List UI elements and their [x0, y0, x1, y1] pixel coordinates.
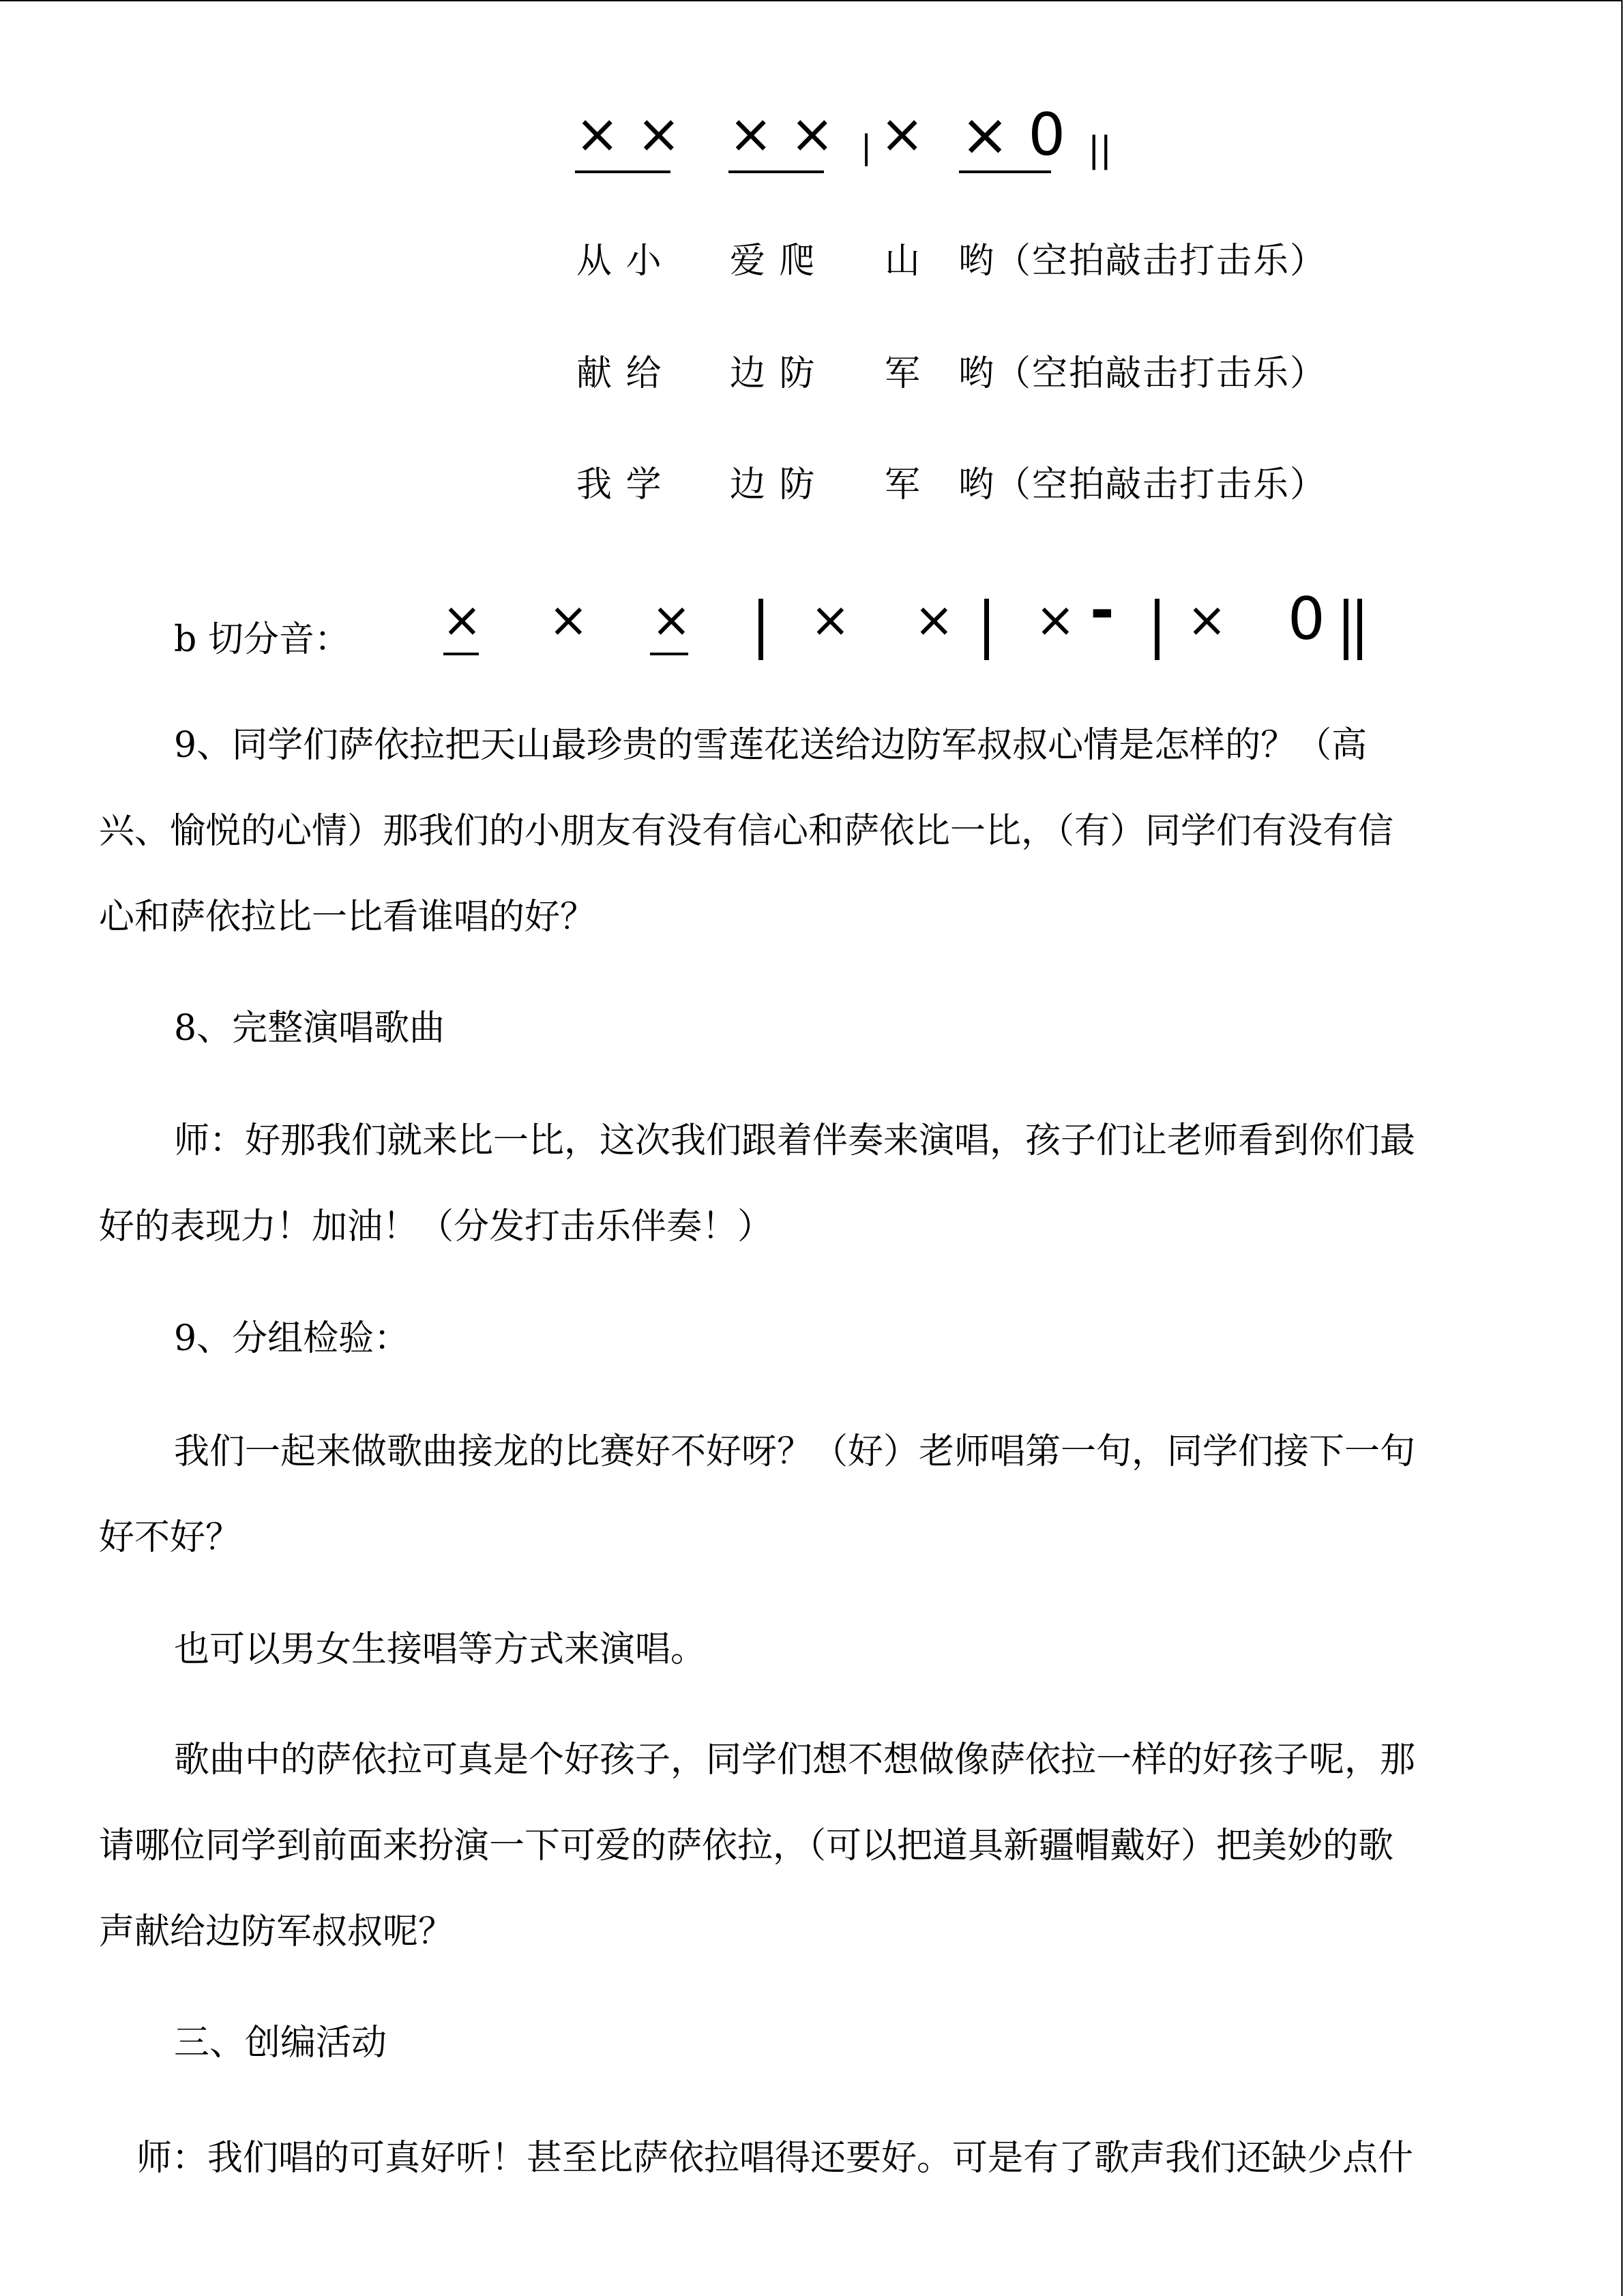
paragraph-role-play [99, 1717, 1524, 1975]
paragraph-song-relay [99, 1409, 1524, 1581]
rest-zero: 0 [1288, 585, 1325, 653]
lyric-word: 哟（空拍敲击打击乐） [958, 353, 1327, 394]
text-line: 也可以男女生接唱等方式来演唱。 [174, 1629, 707, 1670]
text-line: 师：我们唱的可真好听！甚至比萨依拉唱得还要好。可是有了歌声我们还缺少点什 [136, 2138, 1414, 2179]
rhythm-note: × [880, 104, 925, 165]
lyric-word: 爱 爬 [730, 241, 816, 282]
rhythm-note-group: × 0 [960, 101, 1066, 169]
rhythm-note: × [1187, 592, 1227, 648]
text-line: 9、同学们萨依拉把天山最珍贵的雪莲花送给边防军叔叔心情是怎样的？（高 [174, 725, 1368, 766]
text-line: 声献给边防军叔叔呢？ [99, 1911, 454, 1952]
rhythm-note: × [914, 592, 954, 648]
double-bar-line [1357, 599, 1362, 660]
lyric-word: 我 学 [576, 464, 663, 505]
rhythm-note-group: × × [575, 104, 681, 165]
text-line: 兴、愉悦的心情）那我们的小朋友有没有信心和萨依比一比，（有）同学们有没有信 [99, 811, 1394, 852]
beam-underline [959, 170, 1051, 173]
heading-group-check [99, 1296, 1524, 1382]
text-line: 8、完整演唱歌曲 [174, 1008, 445, 1049]
text-line: 心和萨依拉比一比看谁唱的好？ [99, 897, 596, 938]
lyric-word: 山 [885, 241, 922, 282]
rhythm-note: × [548, 592, 589, 648]
bar-line [1155, 599, 1160, 660]
beam-underline [443, 653, 479, 655]
text-line: 9、分组检验： [174, 1318, 410, 1359]
bar-line: | [861, 128, 872, 166]
text-line: 请哪位同学到前面来扮演一下可爱的萨依拉，（可以把道具新疆帽戴好）把美妙的歌 [99, 1825, 1394, 1866]
paragraph-teacher-praise [99, 2115, 1524, 2201]
paragraph-boys-girls [99, 1607, 1524, 1693]
lyric-word: 边 防 [730, 464, 816, 505]
rhythm-note: × [442, 592, 482, 648]
bar-line [758, 599, 763, 660]
beam-underline [728, 170, 824, 173]
rhythm-note: × [810, 592, 851, 648]
text-line: 好的表现力！加油！（分发打击乐伴奏！） [99, 1206, 773, 1247]
text-line: 师：好那我们就来比一比，这次我们跟着伴奏来演唱，孩子们让老师看到你们最 [174, 1120, 1416, 1161]
bar-line [984, 599, 989, 660]
heading-sing-complete [99, 985, 1524, 1071]
lyric-word: 从 小 [576, 241, 663, 282]
rhythm-note: × [1035, 592, 1076, 648]
rhythm-note: × [651, 592, 692, 648]
syncopation-label: b 切分音： [174, 619, 350, 660]
lyric-word: 哟（空拍敲击打击乐） [958, 241, 1327, 282]
double-bar-line [1344, 599, 1348, 660]
text-line: 我们一起来做歌曲接龙的比赛好不好呀？（好）老师唱第一句，同学们接下一句 [174, 1431, 1416, 1472]
lyric-word: 边 防 [730, 353, 816, 394]
lyric-word: 哟（空拍敲击打击乐） [958, 464, 1327, 505]
lyric-word: 军 [885, 353, 922, 394]
double-bar-line: || [1088, 130, 1112, 170]
beam-underline [575, 170, 670, 173]
text-line: 歌曲中的萨依拉可真是个好孩子，同学们想不想做像萨依拉一样的好孩子呢，那 [174, 1740, 1416, 1780]
paragraph-teacher-accompaniment [99, 1098, 1524, 1270]
lyric-word: 献 给 [576, 353, 663, 394]
tie-dash: - [1090, 576, 1114, 644]
heading-creative-activity [99, 2000, 1524, 2086]
rhythm-note-group: × × [728, 104, 835, 165]
lyric-word: 军 [885, 464, 922, 505]
text-line: 好不好？ [99, 1517, 241, 1558]
paragraph-question [99, 702, 1524, 960]
beam-underline [650, 653, 688, 655]
text-line: 三、创编活动 [174, 2023, 387, 2063]
